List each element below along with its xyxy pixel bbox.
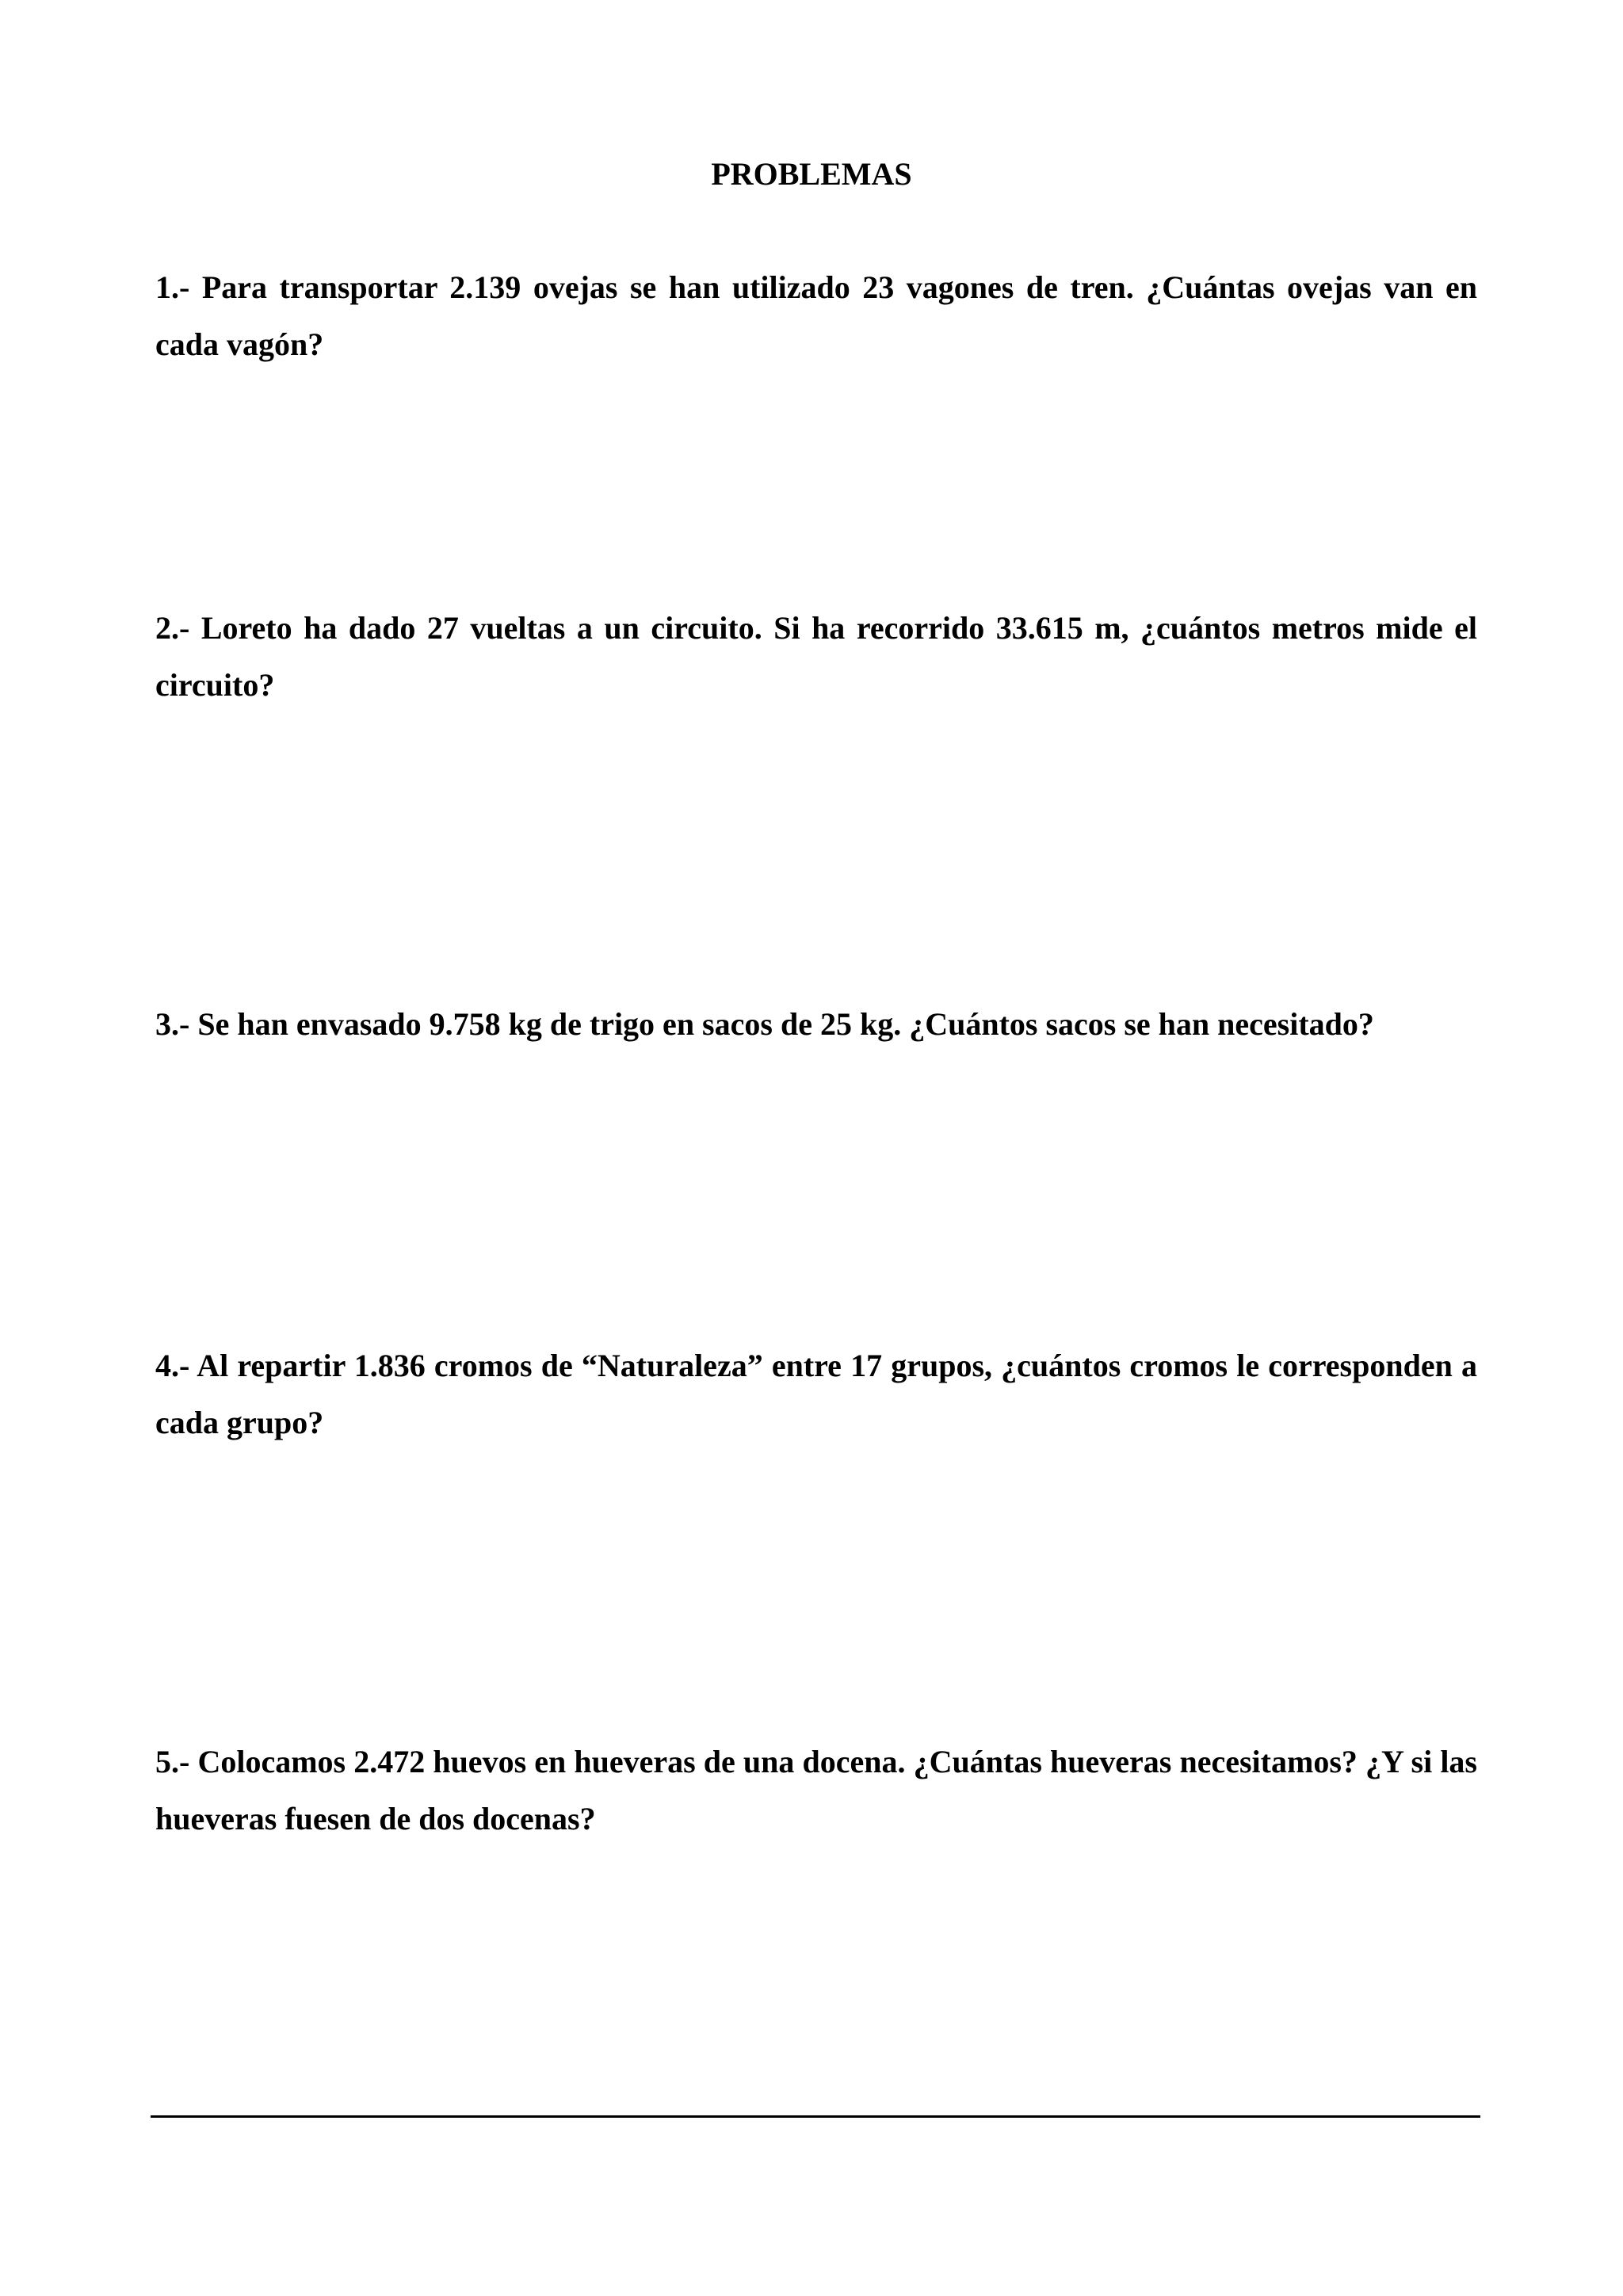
problem-2: 2.- Loreto ha dado 27 vueltas a un circuito. Si ha recorrido 33.615 m, ¿cuántos metros mide el circuito?	[155, 610, 1477, 703]
page-title: PROBLEMAS	[711, 156, 912, 192]
footer-divider	[151, 2115, 1480, 2118]
problem-5: 5.- Colocamos 2.472 huevos en hueveras de una docena. ¿Cuántas hueveras necesitamos? ¿Y si las hueveras fuesen de dos docenas?	[155, 1744, 1477, 1836]
problem-4: 4.- Al repartir 1.836 cromos de “Naturaleza” entre 17 grupos, ¿cuántos cromos le corresponden a cada grupo?	[155, 1348, 1477, 1440]
problem-3: 3.- Se han envasado 9.758 kg de trigo en sacos de 25 kg. ¿Cuántos sacos se han necesitado?	[155, 1006, 1374, 1042]
problem-1: 1.- Para transportar 2.139 ovejas se han utilizado 23 vagones de tren. ¿Cuántas ovejas van en cada vagón?	[155, 269, 1477, 362]
